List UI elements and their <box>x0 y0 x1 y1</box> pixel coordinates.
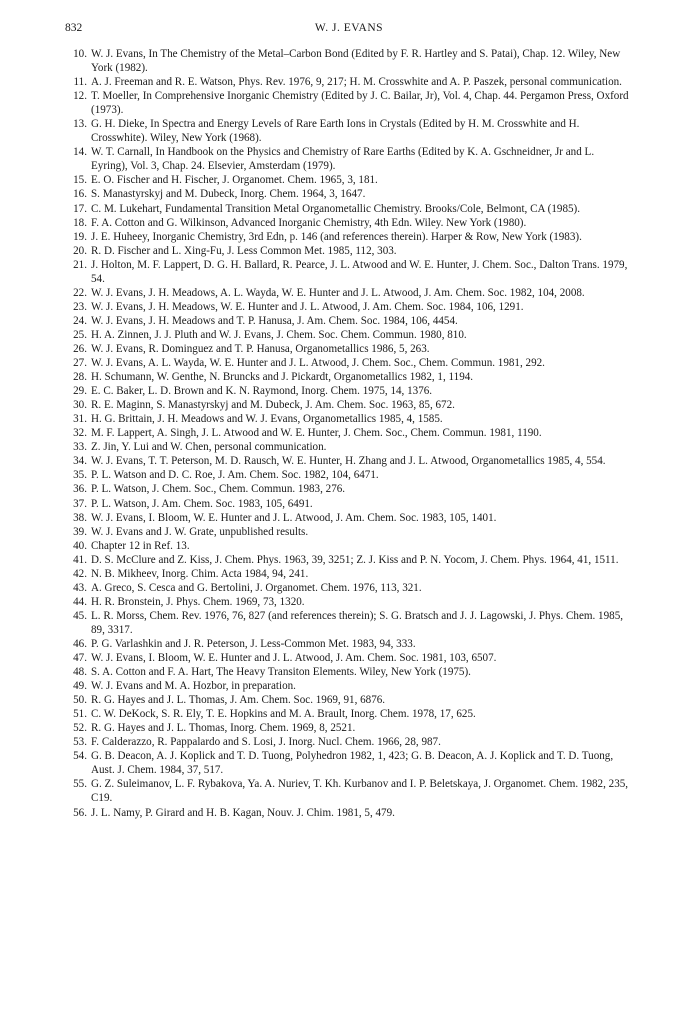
reference-text: W. J. Evans, T. T. Peterson, M. D. Rausch, W. E. Hunter, H. Zhang and J. L. Atwood, Organometallics 1985, 4, 554. <box>91 455 606 468</box>
reference-number: 40. <box>73 539 87 552</box>
reference-text: P. L. Watson, J. Chem. Soc., Chem. Commun. 1983, 276. <box>91 483 346 496</box>
reference-item <box>61 468 633 482</box>
reference-item <box>61 216 633 230</box>
reference-item <box>61 777 633 805</box>
reference-number: 44. <box>73 595 87 608</box>
reference-number: 43. <box>73 581 87 594</box>
reference-number: 21. <box>73 258 87 271</box>
reference-text: C. W. DeKock, S. R. Ely, T. E. Hopkins and M. A. Brault, Inorg. Chem. 1978, 17, 625. <box>91 708 476 721</box>
reference-text: A. J. Freeman and R. E. Watson, Phys. Rev. 1976, 9, 217; H. M. Crosswhite and A. P. Paszek, personal communication. <box>91 76 622 89</box>
reference-text: Z. Jin, Y. Lui and W. Chen, personal communication. <box>91 441 327 454</box>
reference-item <box>61 581 633 595</box>
reference-item <box>61 595 633 609</box>
reference-number: 52. <box>73 722 87 735</box>
reference-item <box>61 651 633 665</box>
reference-text: N. B. Mikheev, Inorg. Chim. Acta 1984, 94, 241. <box>91 567 309 580</box>
reference-number: 32. <box>73 427 87 440</box>
reference-text: H. Schumann, W. Genthe, N. Bruncks and J. Pickardt, Organometallics 1982, 1, 1194. <box>91 371 474 384</box>
reference-item <box>61 384 633 398</box>
reference-number: 20. <box>73 244 87 257</box>
reference-text: R. E. Maginn, S. Manastyrskyj and M. Dubeck, J. Am. Chem. Soc. 1963, 85, 672. <box>91 399 455 412</box>
reference-number: 18. <box>73 216 87 229</box>
reference-number: 23. <box>73 300 87 313</box>
reference-text: W. J. Evans, A. L. Wayda, W. E. Hunter and J. L. Atwood, J. Chem. Soc., Chem. Commun. 1981, 292. <box>91 357 545 370</box>
reference-text: M. F. Lappert, A. Singh, J. L. Atwood and W. E. Hunter, J. Chem. Soc., Chem. Commun. 1981, 1190. <box>91 427 542 440</box>
reference-number: 47. <box>73 652 87 665</box>
reference-number: 25. <box>73 328 87 341</box>
reference-item <box>61 567 633 581</box>
reference-text: L. R. Morss, Chem. Rev. 1976, 76, 827 (and references therein); S. G. Bratsch and J. J. Lagowski, J. Phys. Chem. 1985, 89, 3317. <box>91 609 624 636</box>
reference-item <box>61 454 633 468</box>
reference-text: F. Calderazzo, R. Pappalardo and S. Losi, J. Inorg. Nucl. Chem. 1966, 28, 987. <box>91 736 441 749</box>
reference-item <box>61 511 633 525</box>
reference-number: 51. <box>73 708 87 721</box>
reference-item <box>61 539 633 553</box>
reference-text: J. L. Namy, P. Girard and H. B. Kagan, Nouv. J. Chim. 1981, 5, 479. <box>91 806 395 819</box>
reference-number: 41. <box>73 553 87 566</box>
reference-item <box>61 735 633 749</box>
reference-number: 19. <box>73 230 87 243</box>
reference-number: 24. <box>73 314 87 327</box>
reference-text: G. B. Deacon, A. J. Koplick and T. D. Tuong, Polyhedron 1982, 1, 423; G. B. Deacon, A. J. Koplick and T. D. Tuong, Aust. J. Chem. 1984, 37, 517. <box>91 750 614 777</box>
reference-text: W. J. Evans, I. Bloom, W. E. Hunter and J. L. Atwood, J. Am. Chem. Soc. 1983, 105, 1401. <box>91 511 497 524</box>
reference-text: W. J. Evans and M. A. Hozbor, in preparation. <box>91 680 296 693</box>
reference-item <box>61 244 633 258</box>
reference-text: W. J. Evans, J. H. Meadows, A. L. Wayda, W. E. Hunter and J. L. Atwood, J. Am. Chem. Soc. 1982, 104, 2008. <box>91 286 585 299</box>
reference-number: 29. <box>73 385 87 398</box>
reference-item <box>61 665 633 679</box>
reference-text: H. G. Brittain, J. H. Meadows and W. J. Evans, Organometallics 1985, 4, 1585. <box>91 413 443 426</box>
reference-text: T. Moeller, In Comprehensive Inorganic Chemistry (Edited by J. C. Bailar, Jr), Vol. 4, Chap. 44. Pergamon Press, Oxford (1973). <box>91 90 629 117</box>
reference-number: 53. <box>73 736 87 749</box>
reference-item <box>61 721 633 735</box>
reference-item <box>61 398 633 412</box>
reference-text: W. J. Evans, J. H. Meadows and T. P. Hanusa, J. Am. Chem. Soc. 1984, 106, 4454. <box>91 314 458 327</box>
reference-text: R. G. Hayes and J. L. Thomas, Inorg. Chem. 1969, 8, 2521. <box>91 722 356 735</box>
page-header <box>65 22 633 38</box>
reference-number: 45. <box>73 609 87 622</box>
reference-item <box>61 426 633 440</box>
reference-item <box>61 637 633 651</box>
reference-item <box>61 187 633 201</box>
reference-number: 14. <box>73 146 87 159</box>
reference-item <box>61 525 633 539</box>
reference-text: G. H. Dieke, In Spectra and Energy Levels of Rare Earth Ions in Crystals (Edited by H. M. Crosswhite and H. Crosswhite). Wiley, New York (1968). <box>91 118 580 145</box>
reference-text: G. Z. Suleimanov, L. F. Rybakova, Ya. A. Nuriev, T. Kh. Kurbanov and I. P. Beletskaya, J. Organomet. Chem. 1982, 235, C19. <box>91 778 629 805</box>
reference-item <box>61 356 633 370</box>
reference-number: 12. <box>73 90 87 103</box>
reference-text: E. O. Fischer and H. Fischer, J. Organomet. Chem. 1965, 3, 181. <box>91 174 378 187</box>
reference-number: 11. <box>73 76 87 89</box>
reference-item <box>61 286 633 300</box>
reference-item <box>61 553 633 567</box>
reference-text: S. A. Cotton and F. A. Hart, The Heavy Transiton Elements. Wiley, New York (1975). <box>91 666 471 679</box>
reference-number: 42. <box>73 567 87 580</box>
reference-number: 28. <box>73 371 87 384</box>
reference-item <box>61 145 633 173</box>
reference-text: W. J. Evans, R. Dominguez and T. P. Hanusa, Organometallics 1986, 5, 263. <box>91 342 430 355</box>
reference-number: 31. <box>73 413 87 426</box>
reference-number: 15. <box>73 174 87 187</box>
reference-text: E. C. Baker, L. D. Brown and K. N. Raymond, Inorg. Chem. 1975, 14, 1376. <box>91 385 433 398</box>
reference-number: 34. <box>73 455 87 468</box>
reference-text: W. J. Evans, I. Bloom, W. E. Hunter and J. L. Atwood, J. Am. Chem. Soc. 1981, 103, 6507. <box>91 652 497 665</box>
page-number: 832 <box>65 22 83 34</box>
reference-item <box>61 497 633 511</box>
reference-number: 30. <box>73 399 87 412</box>
reference-text: C. M. Lukehart, Fundamental Transition Metal Organometallic Chemistry. Brooks/Cole, Belmont, CA (1985). <box>91 202 581 215</box>
reference-number: 16. <box>73 188 87 201</box>
reference-item <box>61 117 633 145</box>
reference-number: 35. <box>73 469 87 482</box>
reference-number: 17. <box>73 202 87 215</box>
reference-item <box>61 609 633 637</box>
reference-item <box>61 328 633 342</box>
reference-text: W. T. Carnall, In Handbook on the Physics and Chemistry of Rare Earths (Edited by K. A. Gschneidner, Jr and L. Eyring), Vol. 3, Chap. 24. Elsevier, Amsterdam (1979). <box>91 146 595 173</box>
reference-text: P. L. Watson, J. Am. Chem. Soc. 1983, 105, 6491. <box>91 497 313 510</box>
reference-item <box>61 300 633 314</box>
reference-number: 55. <box>73 778 87 791</box>
reference-item <box>61 75 633 89</box>
reference-item <box>61 47 633 75</box>
reference-number: 39. <box>73 525 87 538</box>
reference-text: J. Holton, M. F. Lappert, D. G. H. Ballard, R. Pearce, J. L. Atwood and W. E. Hunter, J. Chem. Soc., Dalton Trans. 1979, 54. <box>91 258 628 285</box>
reference-item <box>61 806 633 820</box>
reference-item <box>61 258 633 286</box>
reference-text: F. A. Cotton and G. Wilkinson, Advanced Inorganic Chemistry, 4th Edn. Wiley. New York (1980). <box>91 216 527 229</box>
reference-number: 33. <box>73 441 87 454</box>
reference-item <box>61 412 633 426</box>
reference-text: J. E. Huheey, Inorganic Chemistry, 3rd Edn, p. 146 (and references therein). Harper & Row, New York (1983). <box>91 230 582 243</box>
reference-text: S. Manastyrskyj and M. Dubeck, Inorg. Chem. 1964, 3, 1647. <box>91 188 366 201</box>
reference-number: 10. <box>73 48 87 60</box>
reference-item <box>61 707 633 721</box>
reference-item <box>61 693 633 707</box>
reference-item <box>61 749 633 777</box>
running-head-author: W. J. EVANS <box>314 22 384 34</box>
reference-number: 50. <box>73 694 87 707</box>
reference-text: P. G. Varlashkin and J. R. Peterson, J. Less-Common Met. 1983, 94, 333. <box>91 637 416 650</box>
reference-text: H. R. Bronstein, J. Phys. Chem. 1969, 73, 1320. <box>91 595 305 608</box>
reference-item <box>61 202 633 216</box>
reference-number: 56. <box>73 806 87 819</box>
reference-item <box>61 440 633 454</box>
reference-text: H. A. Zinnen, J. J. Pluth and W. J. Evans, J. Chem. Soc. Chem. Commun. 1980, 810. <box>91 328 467 341</box>
reference-number: 26. <box>73 342 87 355</box>
reference-item <box>61 342 633 356</box>
reference-number: 54. <box>73 750 87 763</box>
reference-item <box>61 89 633 117</box>
reference-item <box>61 679 633 693</box>
reference-list <box>61 47 633 820</box>
reference-text: W. J. Evans, J. H. Meadows, W. E. Hunter and J. L. Atwood, J. Am. Chem. Soc. 1984, 106, 1291. <box>91 300 524 313</box>
reference-item <box>61 314 633 328</box>
reference-number: 22. <box>73 286 87 299</box>
reference-item <box>61 230 633 244</box>
reference-number: 36. <box>73 483 87 496</box>
reference-number: 37. <box>73 497 87 510</box>
reference-text: P. L. Watson and D. C. Roe, J. Am. Chem. Soc. 1982, 104, 6471. <box>91 469 379 482</box>
reference-item <box>61 173 633 187</box>
reference-number: 13. <box>73 118 87 131</box>
reference-text: Chapter 12 in Ref. 13. <box>91 539 190 552</box>
reference-item <box>61 482 633 496</box>
reference-number: 46. <box>73 637 87 650</box>
reference-number: 38. <box>73 511 87 524</box>
reference-number: 27. <box>73 357 87 370</box>
reference-text: R. G. Hayes and J. L. Thomas, J. Am. Chem. Soc. 1969, 91, 6876. <box>91 694 386 707</box>
reference-number: 49. <box>73 680 87 693</box>
reference-number: 48. <box>73 666 87 679</box>
reference-text: D. S. McClure and Z. Kiss, J. Chem. Phys. 1963, 39, 3251; Z. J. Kiss and P. N. Yocom, J. Chem. Phys. 1964, 41, 1511. <box>91 553 619 566</box>
reference-text: R. D. Fischer and L. Xing-Fu, J. Less Common Met. 1985, 112, 303. <box>91 244 397 257</box>
reference-text: W. J. Evans, In The Chemistry of the Metal–Carbon Bond (Edited by F. R. Hartley and S. Patai), Chap. 12. Wiley, New York (1982). <box>91 48 621 75</box>
reference-text: A. Greco, S. Cesca and G. Bertolini, J. Organomet. Chem. 1976, 113, 321. <box>91 581 422 594</box>
reference-text: W. J. Evans and J. W. Grate, unpublished results. <box>91 525 309 538</box>
reference-item <box>61 370 633 384</box>
